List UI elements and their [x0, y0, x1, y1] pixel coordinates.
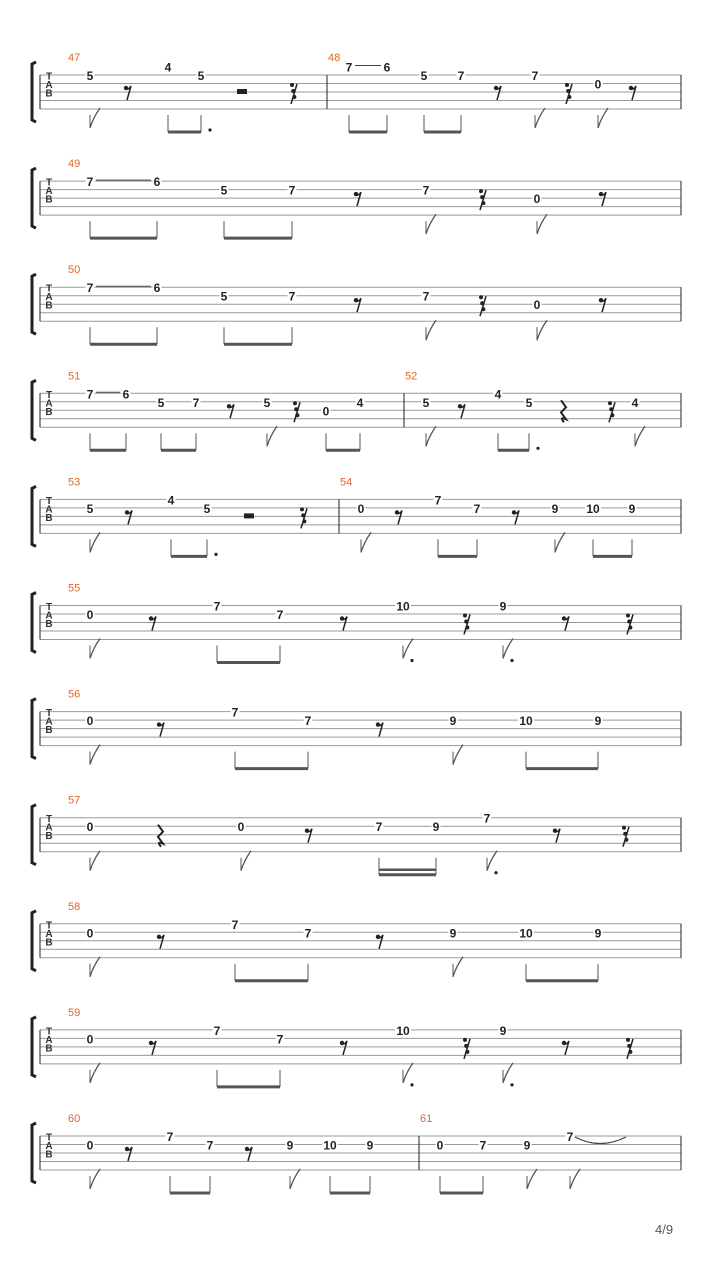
system-bracket: [32, 805, 36, 865]
fret-number: 7: [231, 917, 239, 932]
note-flag: [426, 426, 436, 446]
note-flag: [555, 532, 565, 552]
thirtysecond-rest-dot: [626, 614, 630, 618]
tab-clef-letter: T: [45, 708, 53, 720]
measure-number: 55: [68, 582, 81, 595]
tab-clef-letter: A: [45, 398, 53, 410]
fret-number: 7: [166, 1130, 174, 1144]
note-flag: [90, 1169, 100, 1189]
thirtysecond-rest-dot: [565, 83, 569, 87]
fret-number: 0: [86, 1138, 94, 1153]
note-flag: [361, 532, 371, 552]
tab-system: [32, 264, 681, 344]
tab-clef-letter: T: [45, 283, 53, 295]
note-flag: [90, 108, 100, 128]
fret-number: 7: [86, 281, 94, 296]
note-flag: [90, 745, 100, 765]
system-bracket: [32, 1123, 36, 1183]
note-flag: [635, 426, 645, 446]
fret-number: 7: [304, 714, 312, 729]
fret-number: 0: [436, 1138, 444, 1153]
fret-number: 7: [345, 60, 353, 75]
tab-clef-letter: T: [45, 389, 53, 401]
tab-system: [32, 1007, 681, 1087]
note-flag: [290, 1169, 300, 1189]
fret-number: 0: [533, 298, 541, 313]
fret-number: 7: [479, 1138, 487, 1153]
duration-dot: [510, 1083, 513, 1086]
fret-number: 5: [220, 289, 228, 304]
fret-number: 7: [231, 705, 239, 720]
duration-dot: [214, 553, 217, 556]
fret-number: 9: [594, 714, 602, 729]
fret-number: 5: [220, 183, 228, 198]
fret-number: 7: [566, 1130, 574, 1144]
tab-clef-letter: T: [45, 602, 53, 613]
fret-number: 4: [494, 387, 502, 402]
fret-number: 10: [323, 1138, 337, 1153]
tab-system: [32, 158, 681, 238]
tab-clef-letter: A: [45, 186, 53, 198]
fret-number: 7: [206, 1138, 214, 1153]
system-bracket: [32, 486, 36, 546]
duration-dot: [208, 128, 211, 131]
fret-number: 7: [86, 387, 94, 402]
tab-system: [32, 476, 681, 556]
tab-clef-letter: A: [45, 292, 53, 304]
tab-system: [32, 901, 681, 981]
fret-number: 9: [499, 599, 507, 614]
measure-number: 61: [420, 1113, 433, 1125]
fret-number: 0: [86, 1032, 94, 1047]
fret-number: 0: [86, 820, 94, 835]
tab-system: [32, 370, 681, 450]
fret-number: 5: [422, 395, 430, 410]
tab-system: [32, 583, 681, 663]
note-flag: [90, 957, 100, 977]
tab-system: [32, 795, 681, 875]
fret-number: 5: [203, 501, 211, 516]
fret-number: 5: [420, 69, 428, 83]
fret-number: 7: [276, 608, 284, 622]
fret-number: 5: [197, 69, 205, 83]
fret-number: 10: [519, 714, 533, 729]
fret-number: 7: [213, 599, 221, 614]
measure-number: 51: [68, 370, 81, 383]
measure-number: 48: [328, 52, 341, 64]
fret-number: 9: [449, 926, 457, 941]
duration-dot: [510, 659, 513, 662]
tab-clef-letter: A: [45, 1141, 53, 1152]
tab-clef-letter: B: [45, 88, 53, 100]
tab-clef-letter: A: [45, 610, 53, 622]
fret-number: 4: [167, 493, 175, 508]
fret-number: 7: [422, 183, 430, 198]
note-flag: [537, 214, 547, 234]
tab-clef-letter: T: [45, 495, 53, 507]
fret-number: 0: [594, 77, 602, 92]
fret-number: 4: [164, 60, 172, 75]
fret-number: 0: [533, 192, 541, 207]
note-flag: [487, 851, 497, 871]
fret-number: 7: [86, 175, 94, 190]
note-flag: [403, 1063, 413, 1083]
system-bracket: [32, 274, 36, 334]
fret-number: 7: [288, 183, 296, 198]
measure-number: 49: [68, 158, 81, 171]
tab-system: [32, 1113, 681, 1193]
measure-number: 53: [68, 476, 81, 489]
thirtysecond-rest-dot: [479, 189, 483, 193]
page-number: 4/9: [655, 1222, 674, 1237]
fret-number: 9: [449, 714, 457, 729]
fret-number: 7: [473, 501, 481, 516]
note-flag: [598, 108, 608, 128]
fret-number: 9: [523, 1138, 531, 1153]
system-bracket: [32, 593, 36, 653]
fret-number: 0: [86, 714, 94, 729]
fret-number: 7: [483, 811, 491, 826]
tab-clef-letter: B: [45, 512, 53, 524]
thirtysecond-rest-dot: [293, 401, 297, 405]
tab-clef-letter: A: [45, 928, 53, 940]
tab-clef-letter: B: [45, 619, 53, 630]
fret-number: 7: [422, 289, 430, 304]
fret-number: 9: [432, 820, 440, 835]
fret-number: 5: [525, 395, 533, 410]
fret-number: 10: [519, 926, 533, 941]
fret-number: 7: [375, 820, 383, 835]
tab-system: [32, 689, 681, 769]
note-flag: [267, 426, 277, 446]
fret-number: 4: [356, 395, 364, 410]
note-flag: [570, 1169, 580, 1189]
measure-number: 59: [68, 1006, 81, 1019]
fret-number: 7: [192, 395, 200, 410]
fret-number: 7: [434, 493, 442, 508]
note-flag: [527, 1169, 537, 1189]
fret-number: 5: [86, 501, 94, 516]
system-bracket: [32, 168, 36, 228]
fret-number: 6: [153, 175, 161, 190]
fret-number: 6: [153, 281, 161, 296]
system-bracket: [32, 699, 36, 759]
note-flag: [426, 214, 436, 234]
tab-clef-letter: A: [45, 822, 53, 834]
fret-number: 6: [383, 60, 391, 75]
fret-number: 9: [499, 1023, 507, 1038]
note-flag: [453, 745, 463, 765]
fret-number: 0: [86, 926, 94, 941]
note-flag: [535, 108, 545, 128]
fret-number: 10: [396, 1023, 410, 1038]
measure-number: 58: [68, 900, 81, 913]
measure-number: 54: [340, 476, 353, 489]
fret-number: 4: [631, 395, 639, 410]
note-flag: [403, 639, 413, 659]
thirtysecond-rest-dot: [622, 826, 626, 830]
thirtysecond-rest-dot: [463, 1038, 467, 1042]
fret-number: 7: [276, 1032, 284, 1047]
duration-dot: [494, 871, 497, 874]
tab-clef-letter: T: [45, 177, 53, 189]
fret-number: 5: [263, 395, 271, 410]
note-flag: [241, 851, 251, 871]
tab-clef-letter: T: [45, 1026, 53, 1038]
fret-number: 10: [396, 599, 410, 614]
fret-number: 7: [213, 1023, 221, 1038]
quarter-rest: [158, 825, 163, 847]
fret-number: 7: [288, 289, 296, 304]
duration-dot: [536, 447, 539, 450]
thirtysecond-rest-dot: [290, 83, 294, 87]
tie-arc: [575, 1137, 626, 1144]
fret-number: 9: [551, 501, 559, 516]
fret-number: 9: [628, 501, 636, 516]
measure-number: 57: [68, 794, 81, 807]
fret-number: 6: [122, 387, 130, 402]
thirtysecond-rest-dot: [300, 507, 304, 511]
note-flag: [426, 320, 436, 340]
note-flag: [453, 957, 463, 977]
tab-clef-letter: A: [45, 1034, 53, 1046]
tab-clef-letter: B: [45, 300, 53, 312]
note-flag: [90, 532, 100, 552]
fret-number: 0: [322, 404, 330, 419]
measure-number: 50: [68, 264, 81, 277]
tab-clef-letter: B: [45, 1043, 53, 1055]
note-flag: [503, 1063, 513, 1083]
fret-number: 9: [286, 1138, 294, 1153]
thirtysecond-rest-dot: [463, 614, 467, 618]
tab-clef-letter: B: [45, 406, 53, 418]
fret-number: 10: [586, 501, 600, 516]
fret-number: 5: [157, 395, 165, 410]
note-flag: [90, 639, 100, 659]
tab-system: [32, 52, 681, 132]
fret-number: 7: [304, 926, 312, 941]
tab-clef-letter: B: [45, 725, 53, 737]
tab-clef-letter: T: [45, 920, 53, 932]
measure-number: 60: [68, 1113, 81, 1125]
note-flag: [537, 320, 547, 340]
system-bracket: [32, 1017, 36, 1077]
note-flag: [503, 639, 513, 659]
thirtysecond-rest-dot: [479, 295, 483, 299]
thirtysecond-rest-dot: [608, 401, 612, 405]
fret-number: 7: [457, 69, 465, 83]
fret-number: 9: [594, 926, 602, 941]
tab-clef-letter: B: [45, 937, 53, 949]
fret-number: 5: [86, 69, 94, 83]
fret-number: 0: [86, 608, 94, 622]
duration-dot: [410, 659, 413, 662]
measure-number: 56: [68, 688, 81, 701]
fret-number: 7: [531, 69, 539, 83]
measure-number: 47: [68, 52, 81, 64]
fret-number: 9: [366, 1138, 374, 1153]
system-bracket: [32, 911, 36, 971]
measure-number: 52: [405, 370, 418, 383]
tab-clef-letter: T: [45, 814, 53, 826]
half-rest: [244, 513, 254, 518]
tab-clef-letter: T: [45, 1132, 53, 1144]
note-flag: [90, 1063, 100, 1083]
tab-clef-letter: T: [45, 71, 53, 83]
tab-clef-letter: A: [45, 504, 53, 516]
system-bracket: [32, 380, 36, 440]
duration-dot: [410, 1083, 413, 1086]
tab-clef-letter: B: [45, 194, 53, 206]
tab-clef-letter: A: [45, 80, 53, 91]
tab-clef-letter: B: [45, 1149, 53, 1161]
half-rest: [237, 89, 247, 94]
fret-number: 0: [237, 820, 245, 835]
system-bracket: [32, 62, 36, 122]
thirtysecond-rest-dot: [626, 1038, 630, 1042]
note-flag: [90, 851, 100, 871]
tab-clef-letter: A: [45, 716, 53, 728]
quarter-rest: [561, 400, 566, 422]
tab-clef-letter: B: [45, 831, 53, 843]
fret-number: 0: [357, 501, 365, 516]
